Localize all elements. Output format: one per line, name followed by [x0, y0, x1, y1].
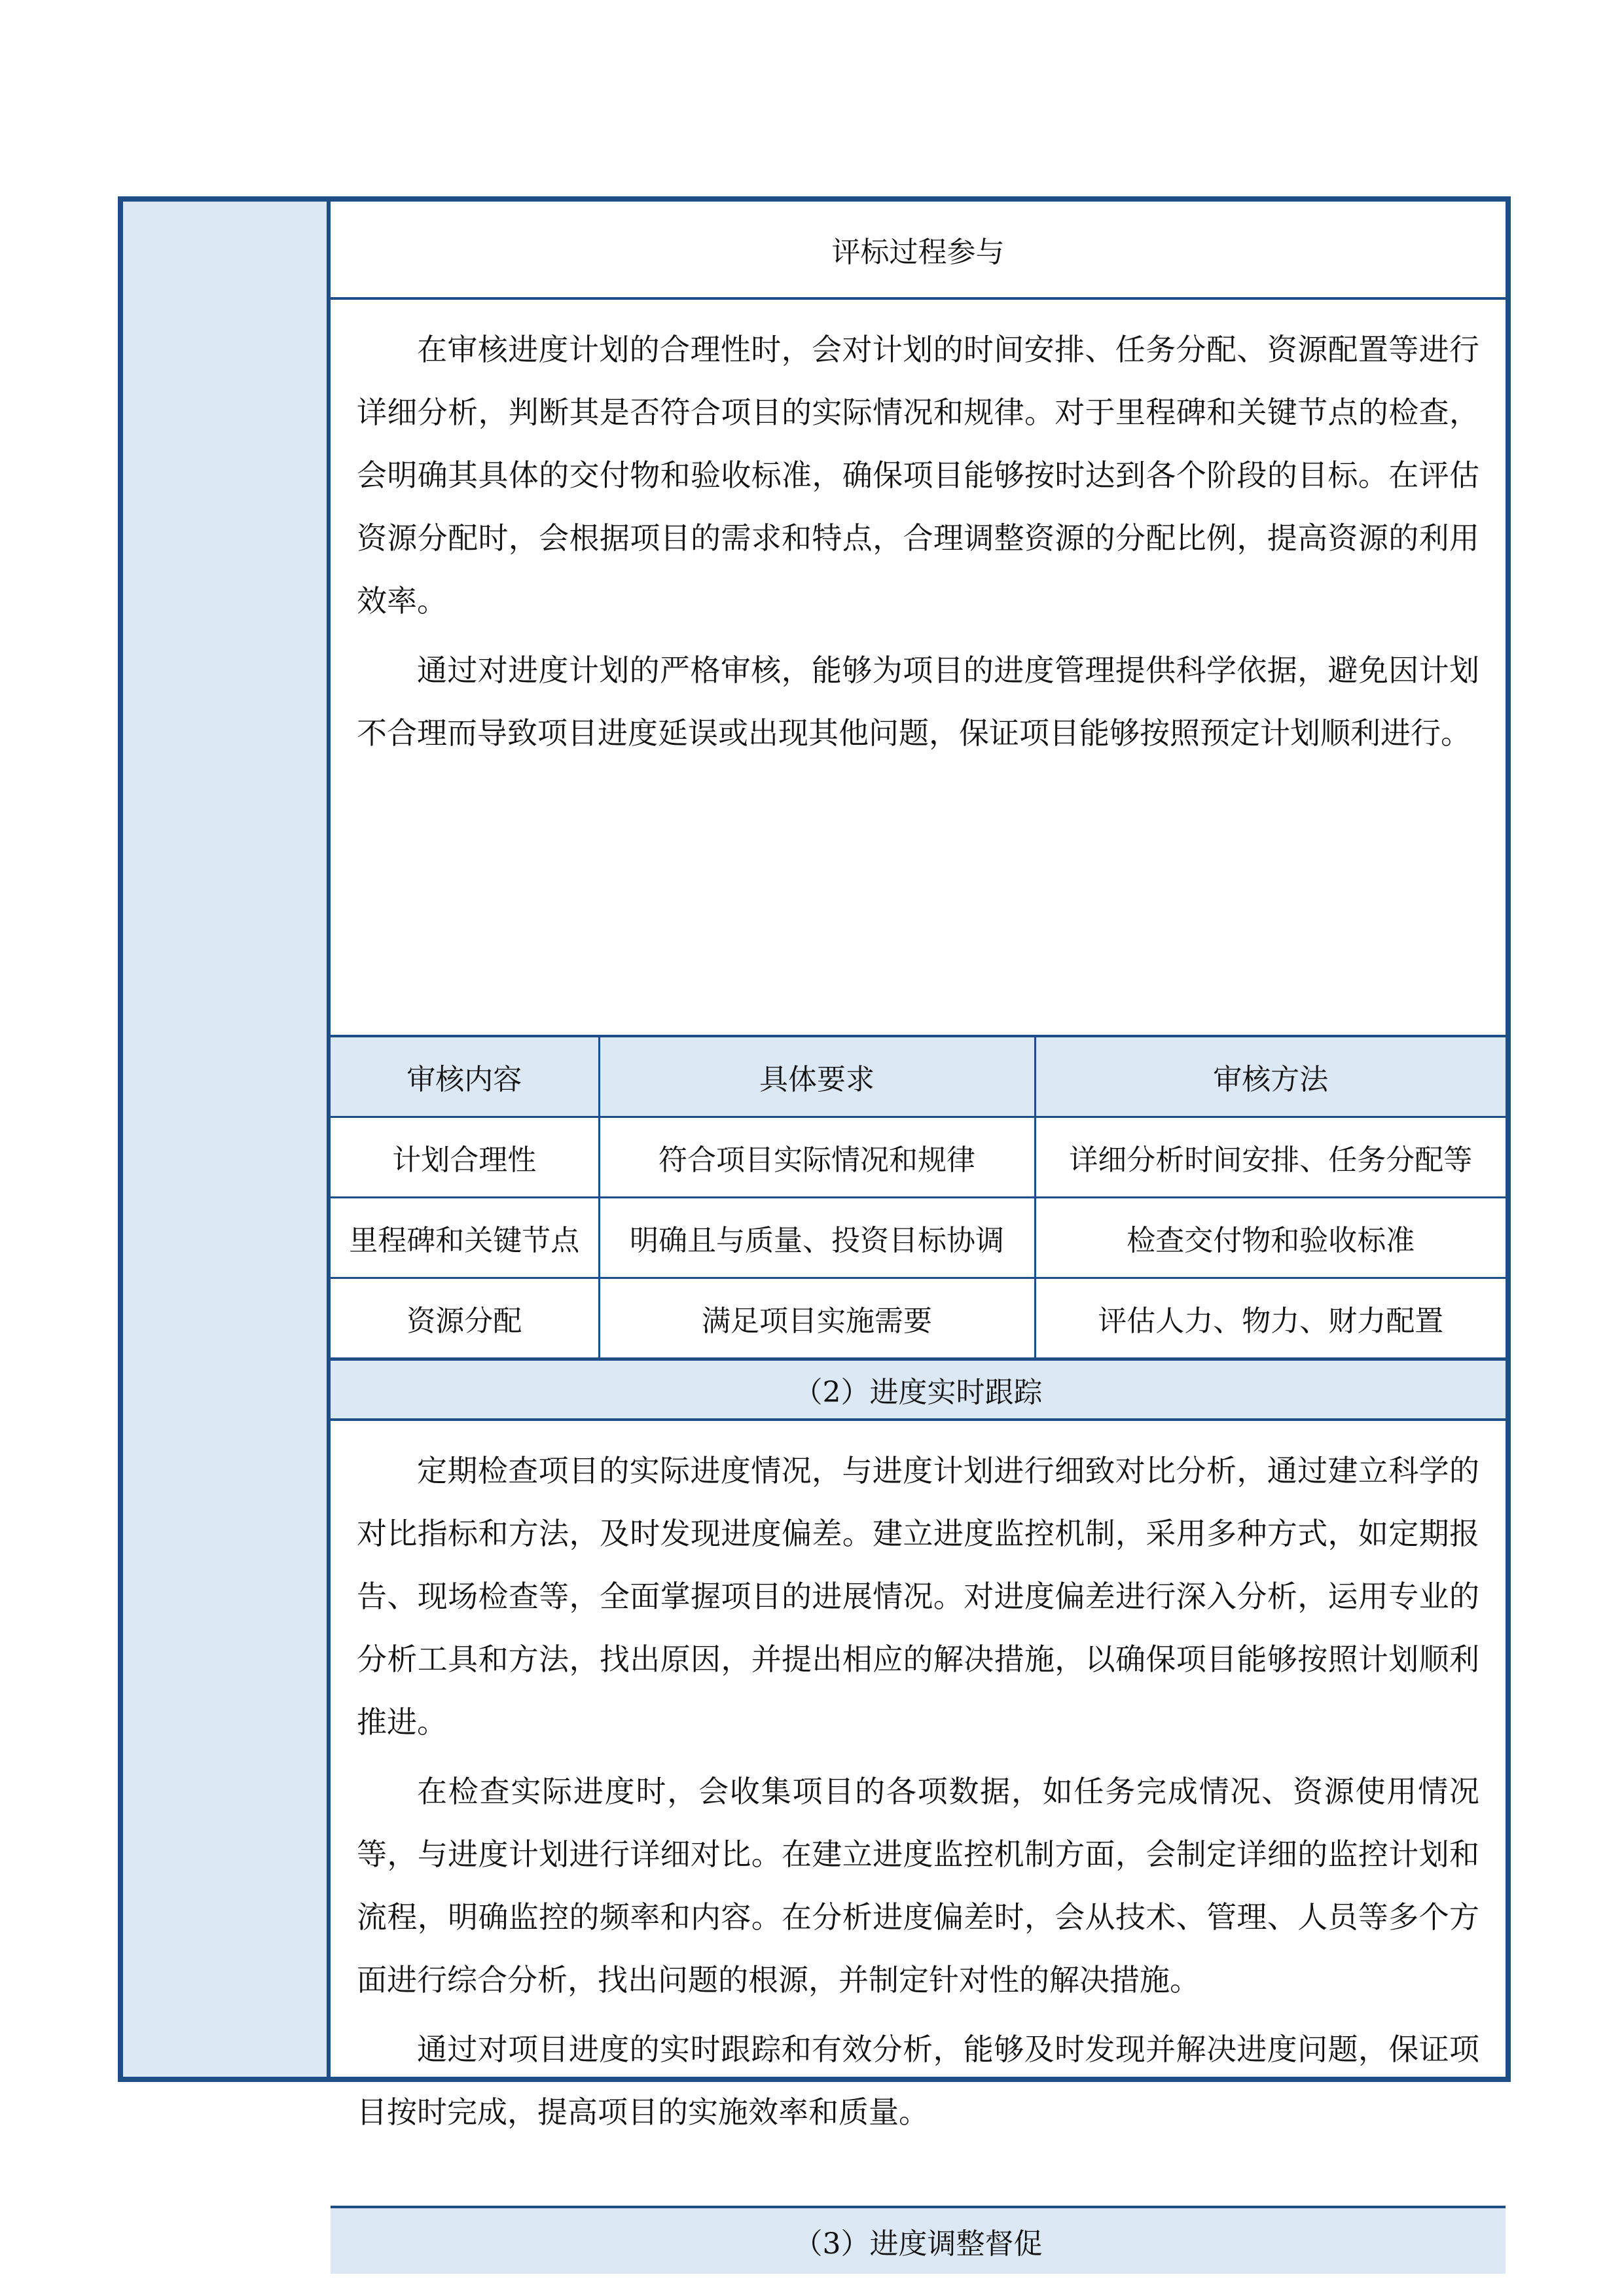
review-table [331, 1037, 1506, 1359]
table-cell: 明确且与质量、投资目标协调 [599, 1198, 1035, 1278]
table-row [331, 1198, 1506, 1278]
table-header-cell: 审核方法 [1035, 1037, 1506, 1117]
table-cell: 评估人力、物力、财力配置 [1035, 1278, 1506, 1359]
paragraph: 通过对进度计划的严格审核，能够为项目的进度管理提供科学依据，避免因计划不合理而导致项目进度延误或出现其他问题，保证项目能够按照预定计划顺利进行。 [357, 653, 1479, 751]
table-cell: 资源分配 [331, 1278, 599, 1359]
paragraph: 定期检查项目的实际进度情况，与进度计划进行细致对比分析，通过建立科学的对比指标和方法，及时发现进度偏差。建立进度监控机制，采用多种方式，如定期报告、现场检查等，全面掌握项目的进展情况。对进度偏差进行深入分析，运用专业的分析工具和方法，找出原因，并提出相应的解决措施，以确保项目能够按照计划顺利推进。 [357, 1453, 1479, 1740]
text-block-1 [331, 300, 1506, 1037]
table-cell: 满足项目实施需要 [599, 1278, 1035, 1359]
table-header-row [331, 1037, 1506, 1117]
table-cell: 里程碑和关键节点 [331, 1198, 599, 1278]
subheading-progress-adjustment: （3）进度调整督促 [331, 2208, 1506, 2274]
table-row [331, 1278, 1506, 1359]
table-cell: 详细分析时间安排、任务分配等 [1035, 1117, 1506, 1198]
document-frame [118, 196, 1511, 2261]
table-row [331, 1117, 1506, 1198]
paragraph: 通过对项目进度的实时跟踪和有效分析，能够及时发现并解决进度问题，保证项目按时完成，提高项目的实施效率和质量。 [357, 2032, 1479, 2130]
paragraph: 在检查实际进度时，会收集项目的各项数据，如任务完成情况、资源使用情况等，与进度计划进行详细对比。在建立进度监控机制方面，会制定详细的监控计划和流程，明确监控的频率和内容。在分析进度偏差时，会从技术、管理、人员等多个方面进行综合分析，找出问题的根源，并制定针对性的解决措施。 [357, 1774, 1479, 1998]
left-label-column [123, 202, 331, 2077]
text-block-2 [331, 1421, 1506, 2208]
section-title: 评标过程参与 [331, 202, 1506, 300]
table-header-cell: 具体要求 [599, 1037, 1035, 1117]
content-column [331, 202, 1506, 2261]
table-cell: 检查交付物和验收标准 [1035, 1198, 1506, 1278]
subheading-progress-tracking: （2）进度实时跟踪 [331, 1358, 1506, 1421]
table-cell: 符合项目实际情况和规律 [599, 1117, 1035, 1198]
paragraph: 在审核进度计划的合理性时，会对计划的时间安排、任务分配、资源配置等进行详细分析，判断其是否符合项目的实际情况和规律。对于里程碑和关键节点的检查，会明确其具体的交付物和验收标准，确保项目能够按时达到各个阶段的目标。在评估资源分配时，会根据项目的需求和特点，合理调整资源的分配比例，提高资源的利用效率。 [357, 332, 1479, 619]
table-header-cell: 审核内容 [331, 1037, 599, 1117]
table-cell: 计划合理性 [331, 1117, 599, 1198]
